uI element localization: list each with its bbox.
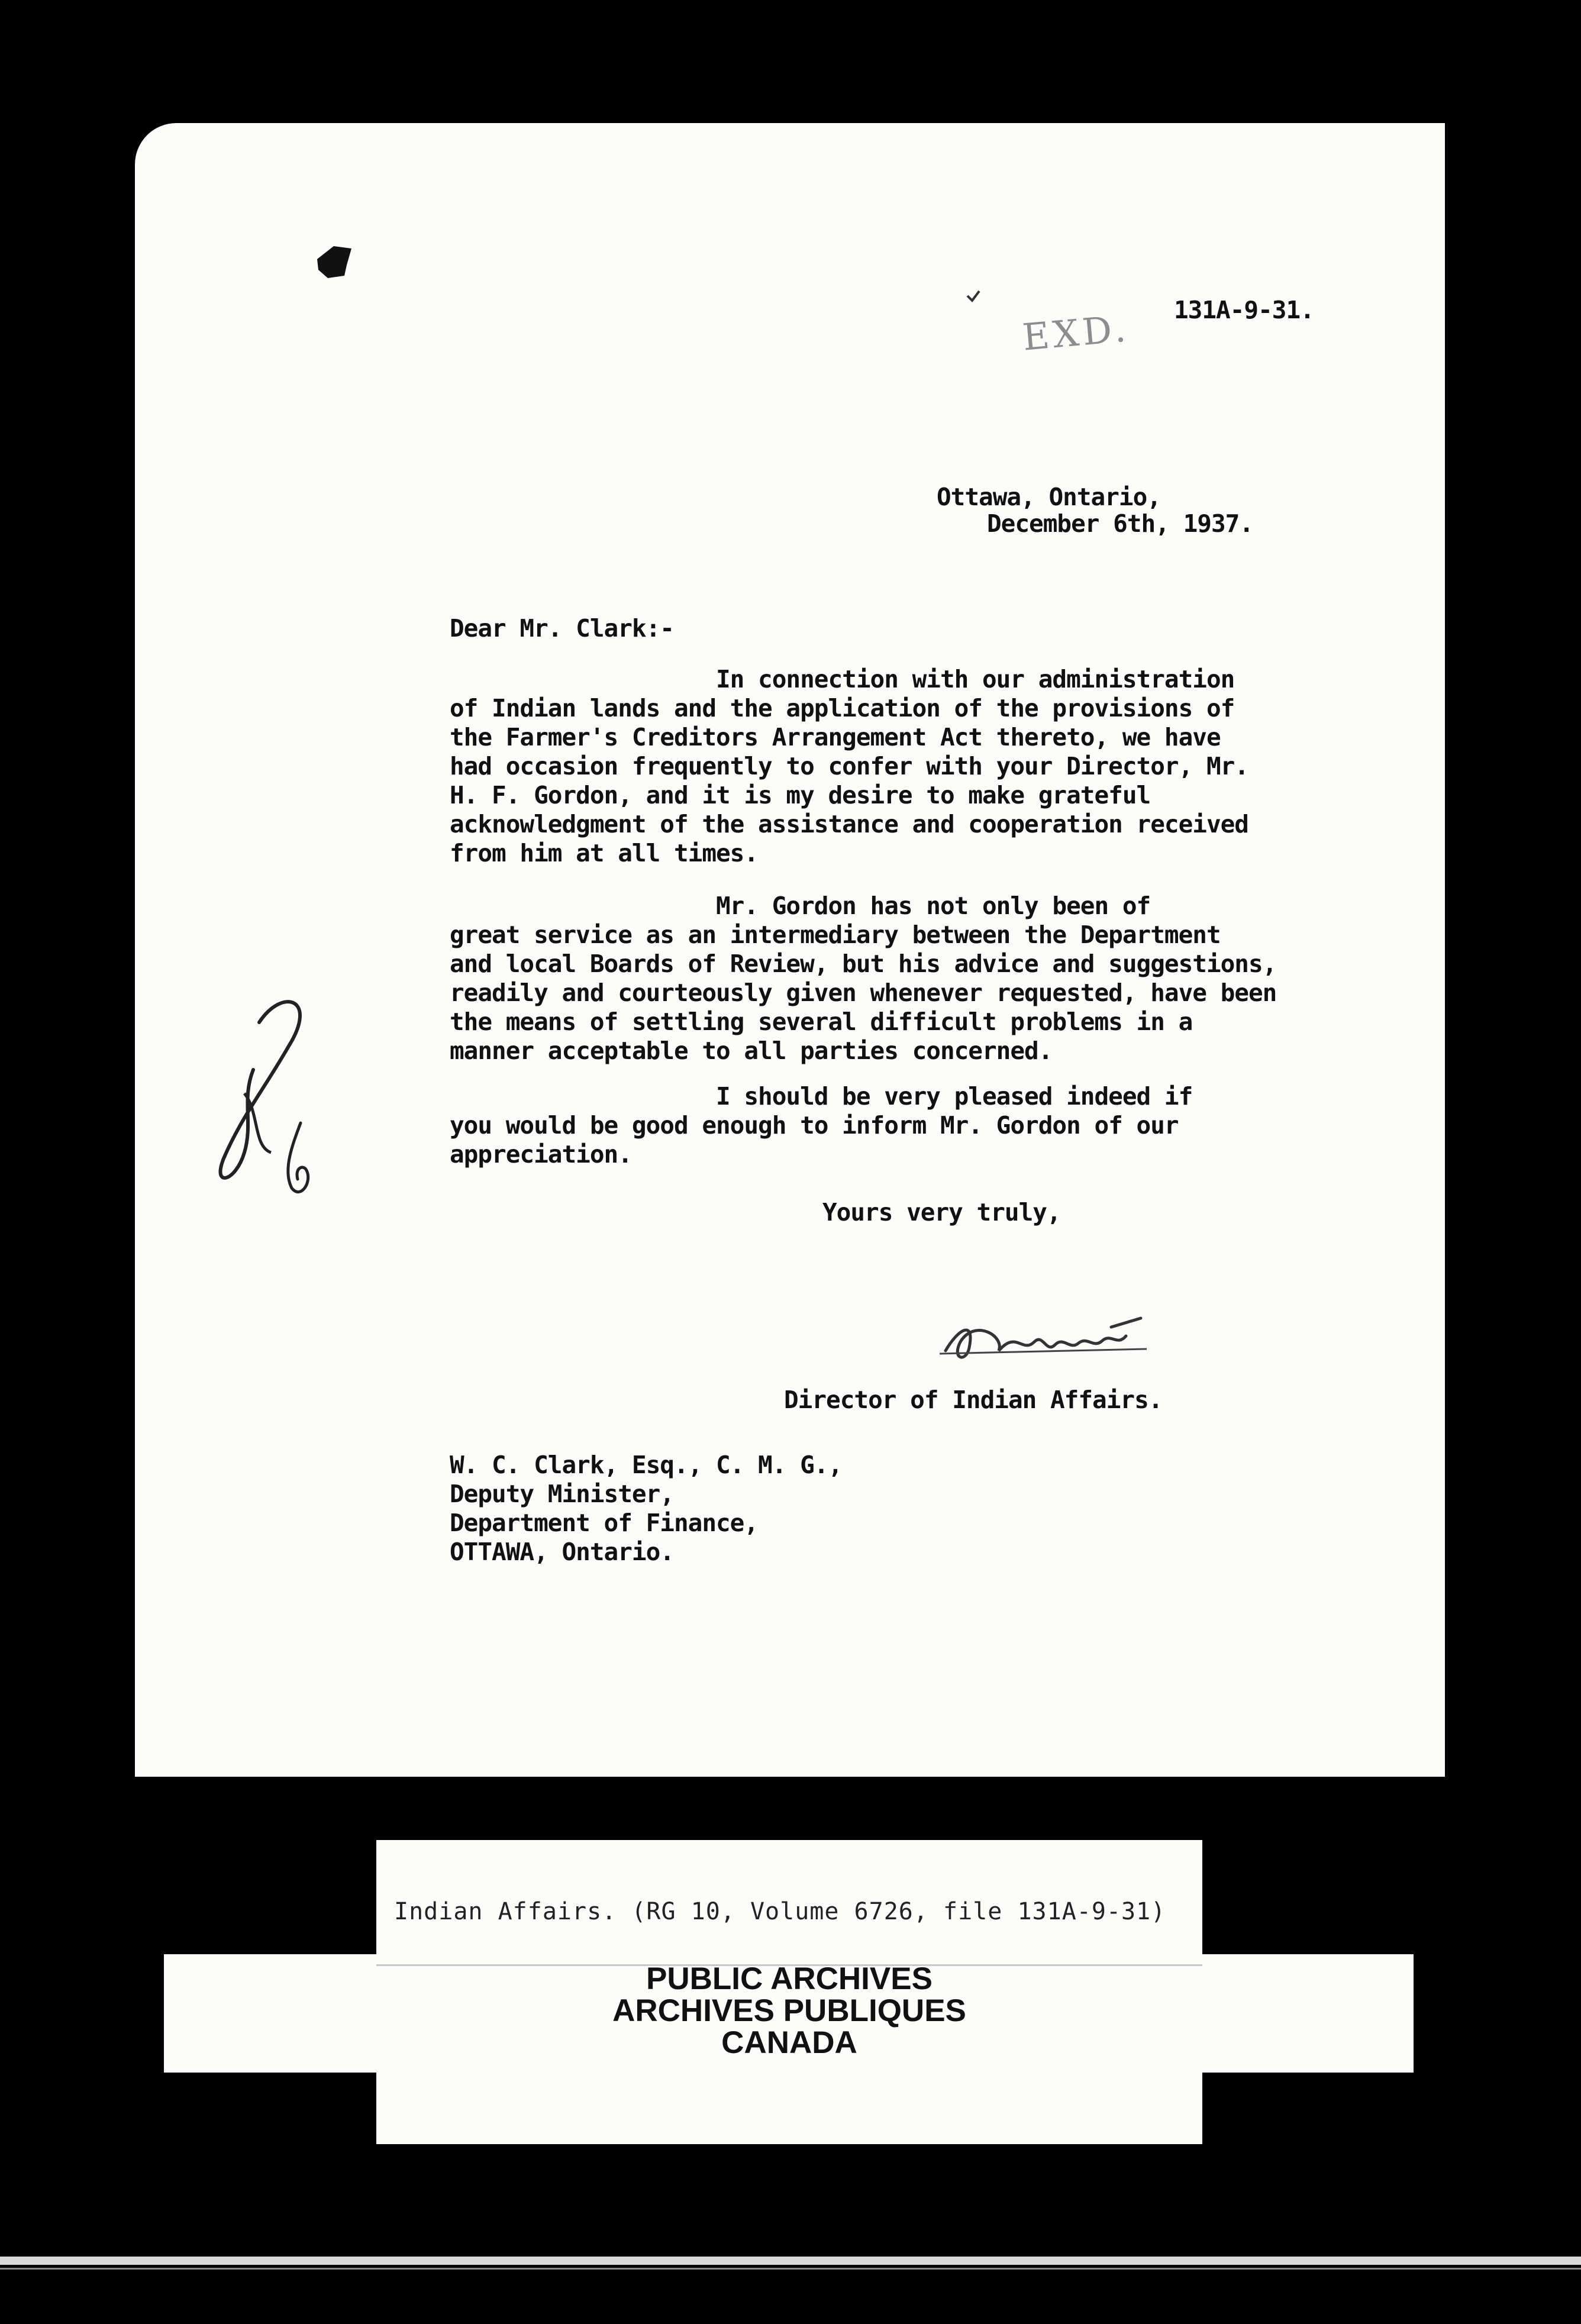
tick-mark-icon: [965, 288, 983, 305]
signoff-title: Director of Indian Affairs.: [784, 1386, 1163, 1414]
file-reference: 131A-9-31.: [1174, 296, 1314, 324]
exd-stamp: EXD.: [1021, 306, 1131, 359]
letter-sheet: [135, 123, 1445, 1777]
film-edge-rule: [0, 2257, 1581, 2265]
paragraph-3: I should be very pleased indeed if you would be good enough to inform Mr. Gordon of our appreciation.: [450, 1082, 1193, 1169]
paragraph-2: Mr. Gordon has not only been of great service as an intermediary between the Department and local Boards of Review, but his advice and suggestions, readily and courteously given whenever requested, have been the means of settling several difficult problems in a manner acceptable to all parties concerned.: [450, 892, 1277, 1065]
handwritten-initials: [188, 975, 324, 1212]
ink-blot-mark: [310, 235, 357, 283]
letter-date: December 6th, 1937.: [987, 509, 1253, 538]
salutation: Dear Mr. Clark:-: [450, 614, 674, 643]
archive-name-block: [376, 1963, 1202, 2059]
handwritten-signature: [934, 1295, 1159, 1377]
letter-place: Ottawa, Ontario,: [937, 483, 1161, 511]
archive-line-2: ARCHIVES PUBLIQUES: [612, 1993, 966, 2028]
recipient-address: W. C. Clark, Esq., C. M. G., Deputy Minister, Department of Finance, OTTAWA, Ontario.: [450, 1451, 843, 1566]
archive-line-1: PUBLIC ARCHIVES: [646, 1961, 933, 1996]
archive-citation: Indian Affairs. (RG 10, Volume 6726, file 131A-9-31): [394, 1898, 1166, 1925]
archive-line-3: CANADA: [721, 2025, 857, 2060]
film-edge-line: [0, 2268, 1581, 2270]
closing: Yours very truly,: [822, 1198, 1061, 1226]
paragraph-1: In connection with our administration of Indian lands and the application of the provisions of the Farmer's Creditors Arrangement Act thereto, we have had occasion frequently to confer with your Director, Mr. H. F. Gordon, and it is my desire to make grateful acknowledgment of the assistance and cooperation received from him at all times.: [450, 665, 1248, 867]
